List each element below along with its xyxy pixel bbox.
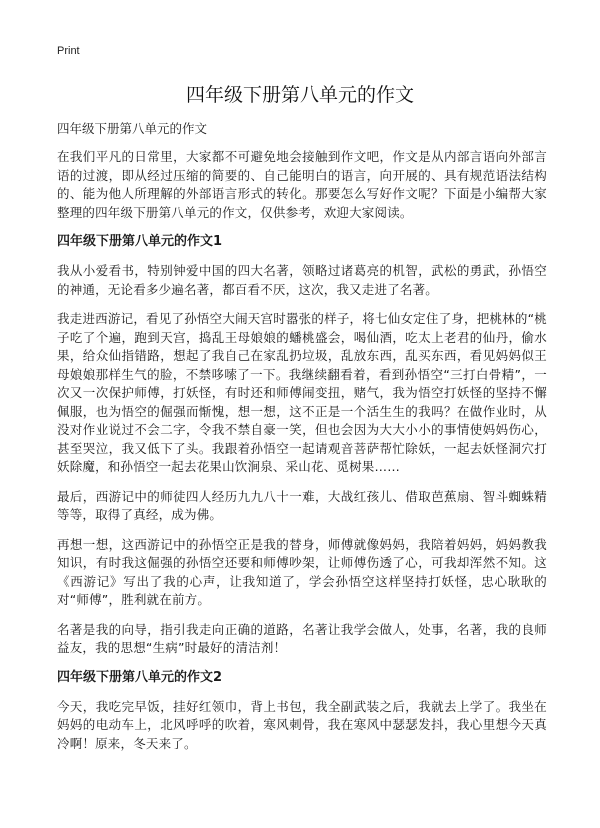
section-heading: 四年级下册第八单元的作文1: [57, 234, 223, 249]
section-paragraph: 我走进西游记，看见了孙悟空大闹天宫时嚣张的样子，将七仙女定住了身，把桃林的“桃子吃了个遍，跑到天宫，捣乱王母娘娘的蟠桃盛会，喝仙酒，吃太上老君的仙丹，偷水果，给众仙指错路，想起了我自己在家乱扔垃圾，乱放东西，乱买东西，看见妈妈似王母娘娘那样生气的脸，不禁哆嗦了一下。我继续翻看着，看到孙悟空“三打白骨精”，一次又一次保护师傅，打妖怪，有时还和师傅闹变扭，赌气，我为悟空打妖怪的坚持不懈佩服，也为悟空的倔强而惭愧，想一想，这不正是一个活生生的我吗？在做作业时，从没对作业说过不会二字，令我不禁自豪一笑，但也会因为大大小小的事情使妈妈伤心，甚至哭泣，我又低下了头。我跟着孙悟空一起请观音菩萨帮忙除妖，一起去妖怪洞穴打妖除魔，和孙悟空一起去花果山饮涧泉、采山花、觅树果……: [57, 311, 547, 474]
section-heading: 四年级下册第八单元的作文2: [57, 669, 223, 685]
section-paragraph: 再想一想，这西游记中的孙悟空正是我的替身，师傅就像妈妈，我陪着妈妈，妈妈教我知识，有时我这倔强的孙悟空还要和师傅吵架，让师傅伤透了心，可我却浑然不知。这《西游记》写出了我的心声，让我知道了，学会孙悟空这样坚持打妖怪，忠心耿耿的对“师傅”，胜利就在前方。: [57, 536, 547, 607]
section-paragraph: 我从小爱看书，特别钟爱中国的四大名著，领略过诸葛亮的机智，武松的勇武，孙悟空的神通，无论看多少遍名著，都百看不厌，这次，我又走进了名著。: [57, 263, 547, 297]
section-paragraph: 名著是我的向导，指引我走向正确的道路，名著让我学会做人，处事，名著，我的良师益友，我的思想“生病”时最好的清洁剂！: [57, 621, 547, 655]
intro-paragraph: 在我们平凡的日常里，大家都不可避免地会接触到作文吧，作文是从内部言语向外部言语的过渡，即从经过压缩的简要的、自己能明白的语言，向开展的、具有规范语法结构的、能为他人所理解的外部语言形式的转化。那要怎么写好作文呢？下面是小编帮大家整理的四年级下册第八单元的作文，仅供参考，欢迎大家阅读。: [57, 149, 547, 220]
document-body: [57, 120, 547, 764]
section-paragraph: 最后，西游记中的师徒四人经历九九八十一难，大战红孩儿、借取芭蕉扇、智斗蜘蛛精等等，取得了真经，成为佛。: [57, 488, 547, 522]
document-subtitle: 四年级下册第八单元的作文: [57, 121, 208, 136]
section-paragraph: 今天，我吃完早饭，挂好红领巾，背上书包，我全副武装之后，我就去上学了。我坐在妈妈的电动车上，北风呼呼的吹着，寒风刺骨，我在寒风中瑟瑟发抖，我心里想今天真冷啊！原来，冬天来了。: [57, 698, 547, 751]
page-title: 四年级下册第八单元的作文: [185, 84, 414, 106]
print-link[interactable]: Print: [57, 45, 80, 57]
